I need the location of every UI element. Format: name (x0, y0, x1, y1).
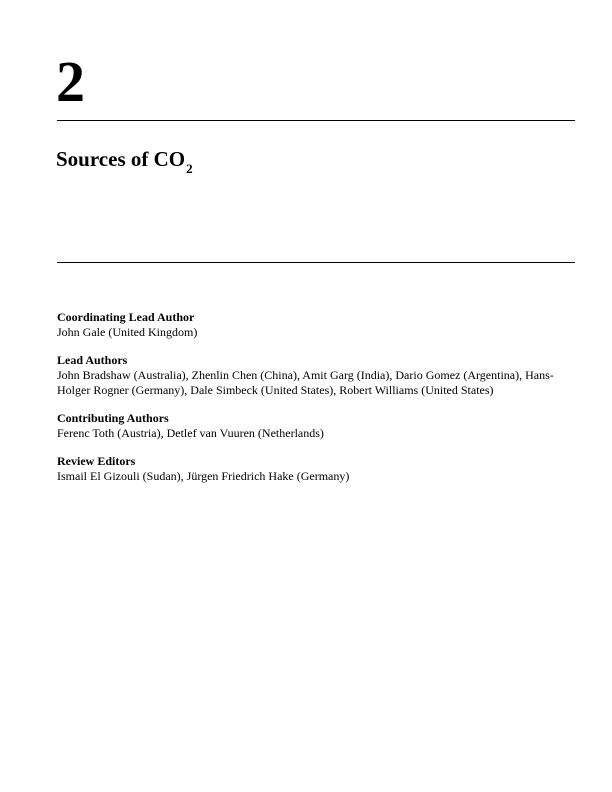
credit-names: John Gale (United Kingdom) (57, 325, 198, 339)
credit-names: Ferenc Toth (Austria), Detlef van Vuuren (Netherlands) (57, 426, 324, 440)
credit-heading: Review Editors (57, 454, 136, 468)
credit-block-contributing-authors (57, 411, 567, 441)
author-credits (57, 310, 567, 497)
chapter-title-subscript: 2 (186, 161, 193, 176)
top-divider (57, 120, 575, 121)
chapter-title (56, 145, 193, 176)
credit-heading: Lead Authors (57, 353, 128, 367)
credit-heading: Coordinating Lead Author (57, 310, 195, 324)
credit-names: John Bradshaw (Australia), Zhenlin Chen (China), Amit Garg (India), Dario Gomez (Argentina), Hans-Holger Rogner (Germany), Dale Simbeck (United States), Robert Williams (United States) (57, 368, 554, 397)
credit-heading: Contributing Authors (57, 411, 169, 425)
credit-block-review-editors (57, 454, 567, 484)
chapter-title-text: Sources of CO (56, 147, 186, 171)
credit-block-coordinating-lead-author (57, 310, 567, 340)
chapter-number: 2 (56, 49, 85, 114)
bottom-divider (57, 262, 575, 263)
credit-block-lead-authors (57, 353, 567, 398)
credit-names: Ismail El Gizouli (Sudan), Jürgen Friedrich Hake (Germany) (57, 469, 350, 483)
